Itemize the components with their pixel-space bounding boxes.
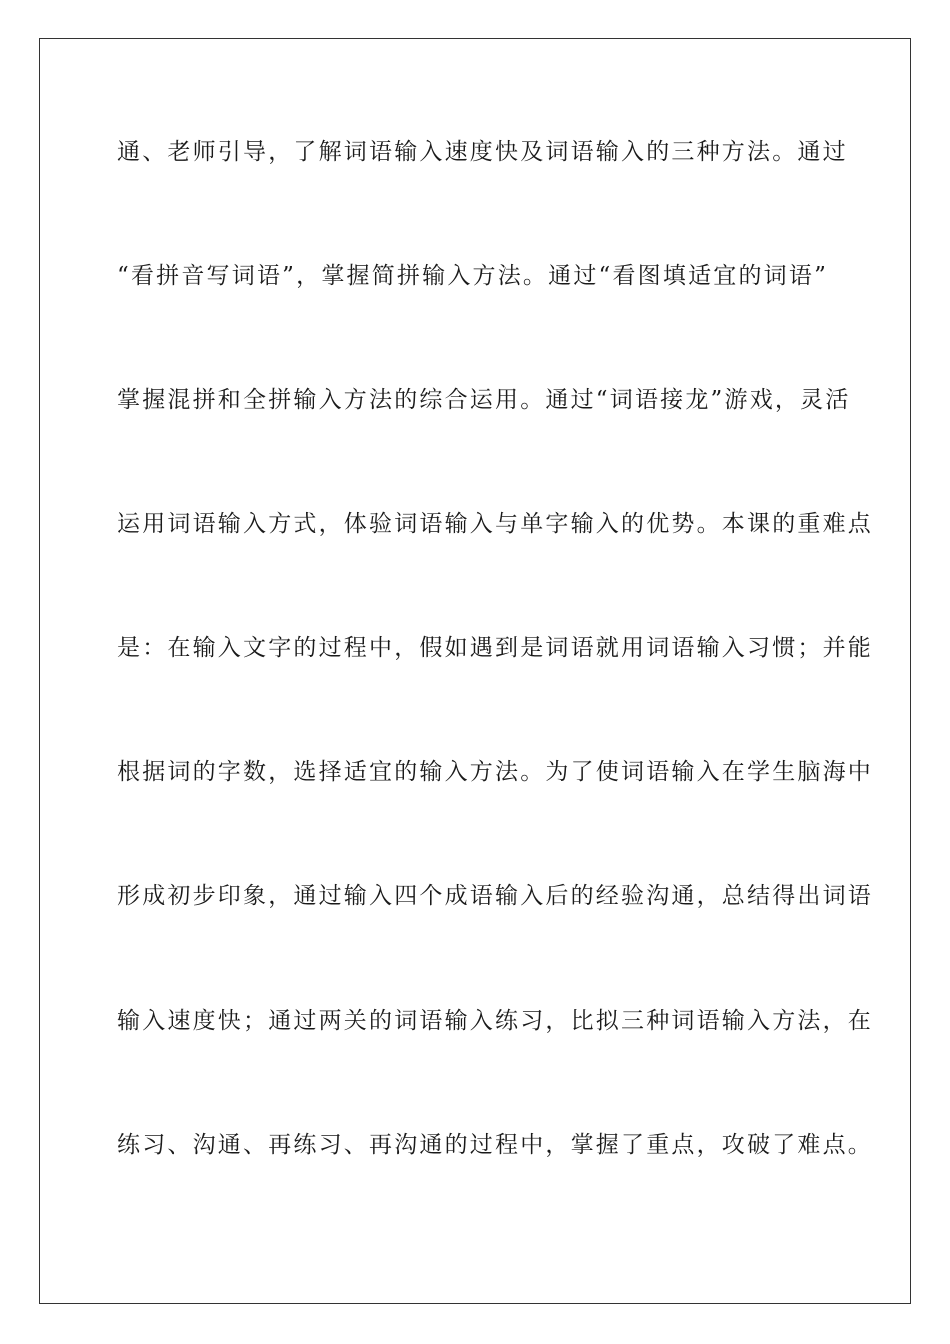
paragraph-line: 掌握混拼和全拼输入方法的综合运用。通过“词语接龙”游戏，灵活 (117, 387, 851, 413)
paragraph-line: “看拼音写词语”，掌握简拼输入方法。通过“看图填适宜的词语” (117, 263, 829, 289)
paragraph-line: 输入速度快；通过两关的词语输入练习，比拟三种词语输入方法，在 (117, 1008, 873, 1034)
paragraph-line: 根据词的字数，选择适宜的输入方法。为了使词语输入在学生脑海中 (117, 759, 873, 785)
paragraph-line: 是：在输入文字的过程中，假如遇到是词语就用词语输入习惯；并能 (117, 635, 873, 661)
paragraph-line: 通、老师引导，了解词语输入速度快及词语输入的三种方法。通过 (117, 139, 848, 165)
page-border (39, 38, 911, 1304)
paragraph-line: 形成初步印象，通过输入四个成语输入后的经验沟通，总结得出词语 (117, 883, 873, 909)
paragraph-line: 运用词语输入方式，体验词语输入与单字输入的优势。本课的重难点 (117, 511, 873, 537)
paragraph-line: 练习、沟通、再练习、再沟通的过程中，掌握了重点，攻破了难点。 (117, 1132, 873, 1158)
